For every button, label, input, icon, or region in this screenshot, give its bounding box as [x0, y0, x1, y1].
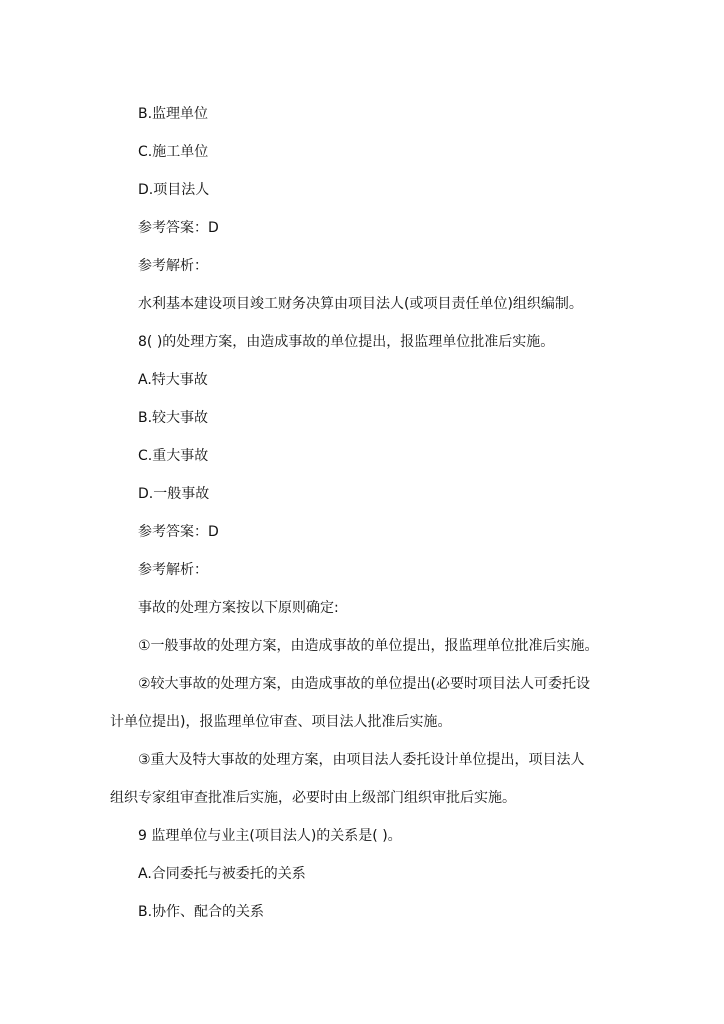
option-b: B.较大事故	[138, 410, 209, 426]
option-b: B.监理单位	[138, 106, 209, 122]
reference-analysis-label: 参考解析：	[138, 258, 208, 274]
option-c: C.重大事故	[138, 448, 209, 464]
option-b: B.协作、配合的关系	[138, 904, 265, 920]
question-9: 9 监理单位与业主(项目法人)的关系是( )。	[138, 828, 402, 844]
analysis-item-3: ③重大及特大事故的处理方案，由项目法人委托设计单位提出，项目法人	[138, 752, 585, 768]
analysis-item-2-continued: 计单位提出)，报监理单位审查、项目法人批准后实施。	[110, 714, 452, 730]
analysis-text: 事故的处理方案按以下原则确定:	[138, 600, 339, 616]
analysis-item-3-continued: 组织专家组审查批准后实施，必要时由上级部门组织审批后实施。	[110, 790, 516, 806]
option-d: D.一般事故	[138, 486, 210, 502]
reference-answer: 参考答案：D	[138, 220, 219, 236]
option-d: D.项目法人	[138, 182, 210, 198]
reference-answer: 参考答案：D	[138, 524, 219, 540]
option-a: A.合同委托与被委托的关系	[138, 866, 306, 882]
question-8: 8( )的处理方案，由造成事故的单位提出，报监理单位批准后实施。	[138, 334, 555, 350]
reference-analysis-label: 参考解析：	[138, 562, 208, 578]
analysis-text: 水利基本建设项目竣工财务决算由项目法人(或项目责任单位)组织编制。	[138, 296, 583, 312]
option-c: C.施工单位	[138, 144, 209, 160]
option-a: A.特大事故	[138, 372, 208, 388]
analysis-item-2: ②较大事故的处理方案，由造成事故的单位提出(必要时项目法人可委托设	[138, 676, 591, 692]
analysis-item-1: ①一般事故的处理方案，由造成事故的单位提出，报监理单位批准后实施。	[138, 638, 599, 654]
